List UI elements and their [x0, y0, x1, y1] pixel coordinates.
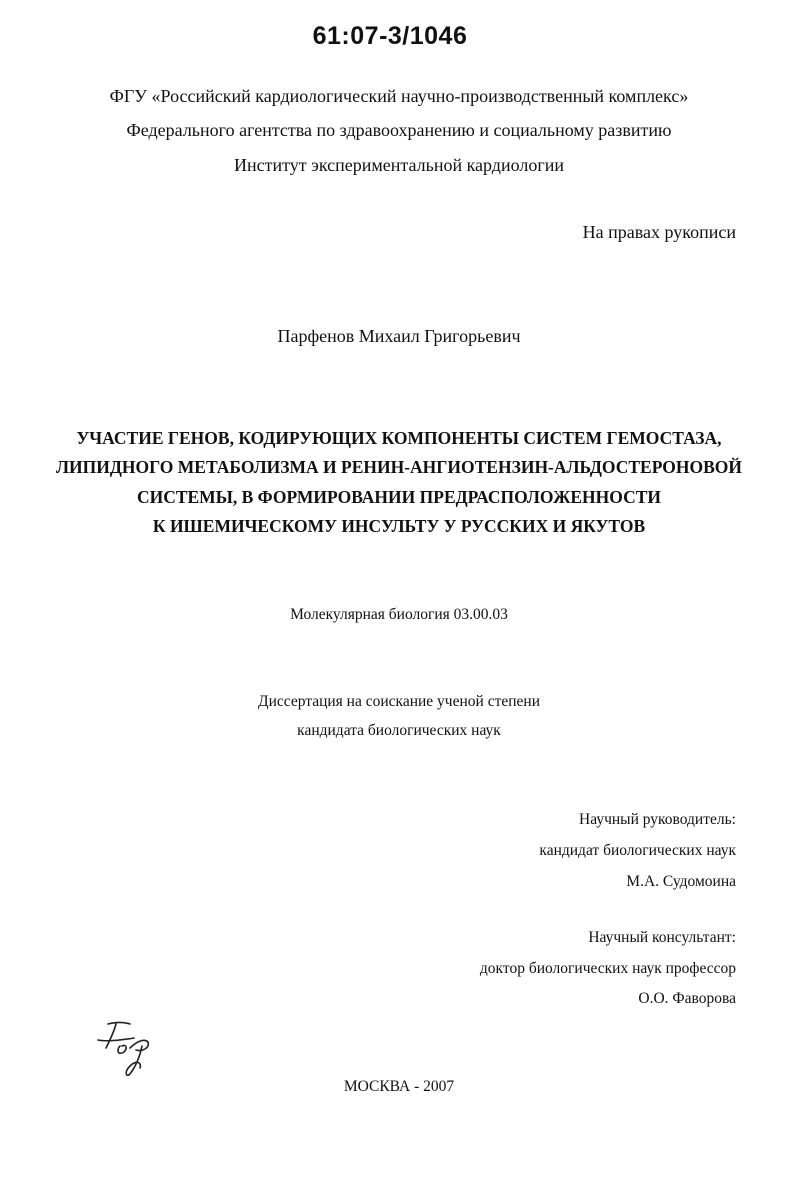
thesis-title-line-1: УЧАСТИЕ ГЕНОВ, КОДИРУЮЩИХ КОМПОНЕНТЫ СИСТЕМ ГЕМОСТАЗА, [76, 428, 722, 448]
supervisor-title: кандидат биологических наук [539, 842, 736, 859]
organization-line-1: ФГУ «Российский кардиологический научно-производственный комплекс» [109, 86, 689, 106]
degree-line-2: кандидата биологических наук [297, 722, 501, 739]
organization-line-2: Федерального агентства по здравоохранению и социальному развитию [126, 120, 672, 140]
thesis-title-line-3: СИСТЕМЫ, В ФОРМИРОВАНИИ ПРЕДРАСПОЛОЖЕННОСТИ [136, 487, 662, 507]
consultant-title: доктор биологических наук профессор [479, 960, 736, 977]
handwritten-signature-icon [90, 1018, 160, 1082]
supervisor-name: М.А. Судомоина [626, 873, 736, 890]
catalog-number: 61:07-3/1046 [312, 22, 468, 50]
specialty: Молекулярная биология 03.00.03 [290, 606, 508, 623]
degree-line-1: Диссертация на соискание ученой степени [258, 693, 540, 710]
thesis-title-line-4: К ИШЕМИЧЕСКОМУ ИНСУЛЬТУ У РУССКИХ И ЯКУТОВ [152, 516, 646, 536]
consultant-name: О.О. Фаворова [638, 990, 736, 1007]
supervisor-role: Научный руководитель: [579, 811, 736, 828]
city-year: МОСКВА - 2007 [343, 1078, 455, 1095]
author-name: Парфенов Михаил Григорьевич [277, 326, 521, 346]
thesis-title-line-2: ЛИПИДНОГО МЕТАБОЛИЗМА И РЕНИН-АНГИОТЕНЗИН-АЛЬДОСТЕРОНОВОЙ [55, 457, 743, 477]
rights-note: На правах рукописи [582, 222, 736, 242]
consultant-role: Научный консультант: [588, 929, 736, 946]
organization-line-3: Институт экспериментальной кардиологии [234, 155, 564, 175]
